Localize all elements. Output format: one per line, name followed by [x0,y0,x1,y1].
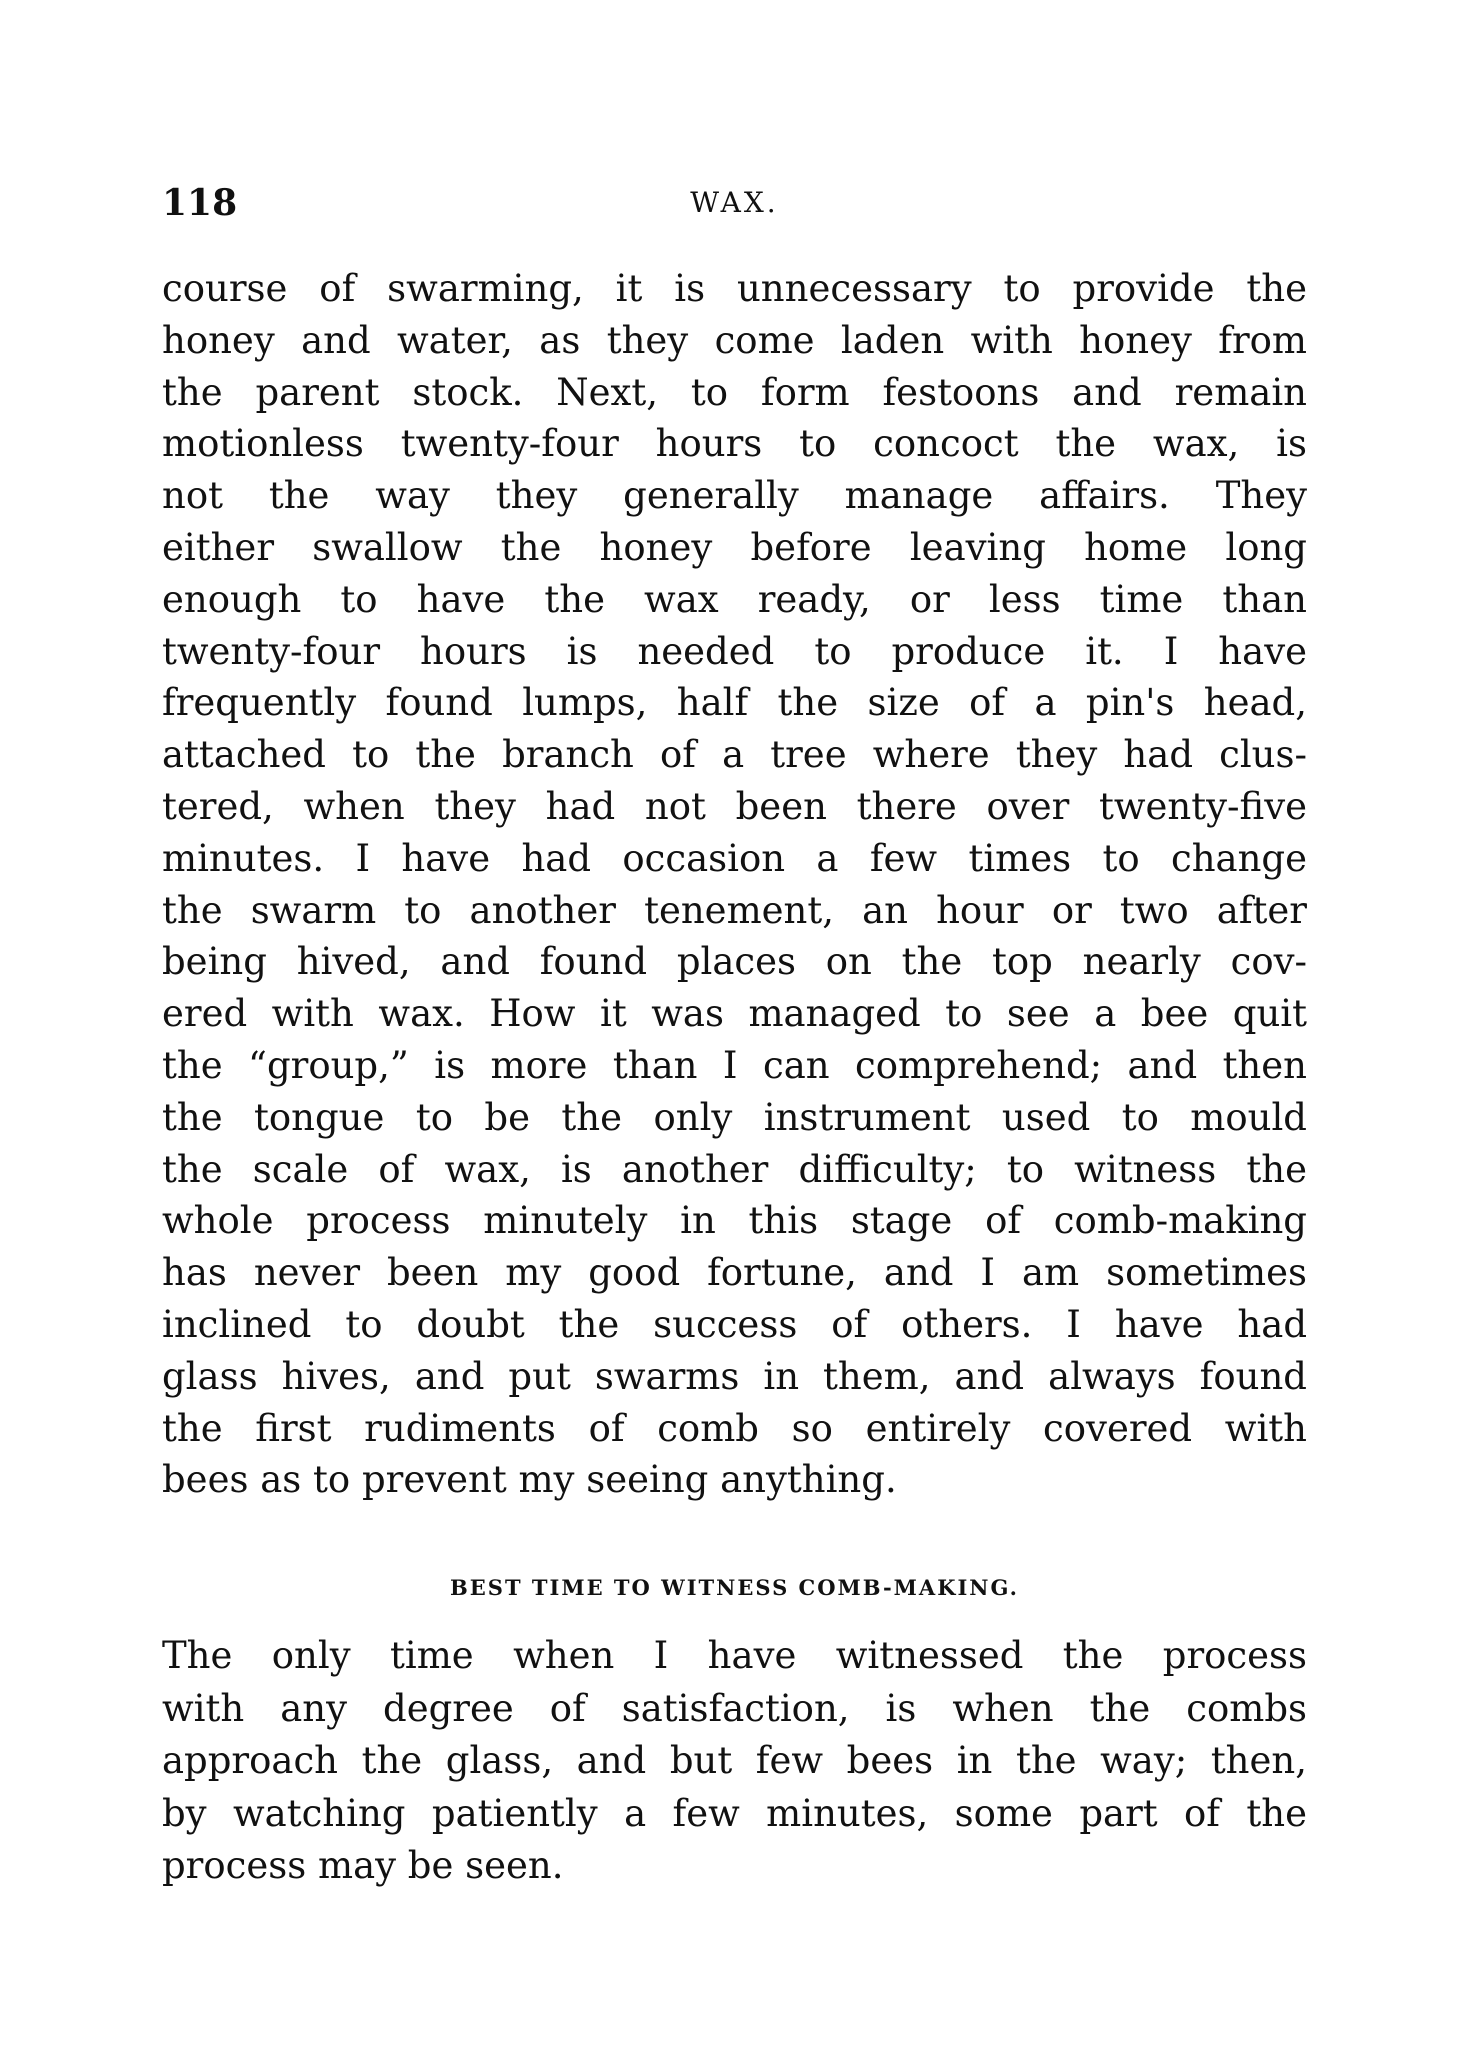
text-line: not the way they generally manage affairs. They [162,474,1307,518]
text-line: ered with wax. How it was managed to see a bee quit [162,992,1307,1036]
text-line: has never been my good fortune, and I am sometimes [162,1251,1307,1295]
text-line: by watching patiently a few minutes, some part of the [162,1791,1307,1835]
text-line: minutes. I have had occasion a few times to change [162,836,1307,880]
page-number: 118 [162,182,238,224]
text-line: the parent stock. Next, to form festoons and remain [162,370,1307,414]
text-line: honey and water, as they come laden with honey from [162,318,1307,362]
text-line: The only time when I have witnessed the process [162,1634,1307,1677]
page-header [162,182,1307,232]
text-line: glass hives, and put swarms in them, and always found [162,1354,1307,1398]
running-title: WAX. [690,186,779,219]
text-line: attached to the branch of a tree where they had clus- [162,733,1307,777]
text-line: process may be seen. [162,1844,564,1887]
text-line: the first rudiments of comb so entirely covered with [162,1406,1307,1450]
text-line: either swallow the honey before leaving home long [162,526,1307,569]
text-line: frequently found lumps, half the size of a pin's head, [162,681,1307,725]
text-line: inclined to doubt the success of others. I have had [162,1303,1307,1346]
text-line: the scale of wax, is another difficulty; to witness the [162,1147,1307,1191]
text-line: the swarm to another tenement, an hour or two after [162,888,1307,932]
text-line: approach the glass, and but few bees in the way; then, [162,1739,1307,1782]
text-line: course of swarming, it is unnecessary to provide the [162,267,1307,310]
text-line: motionless twenty-four hours to concoct the wax, is [162,422,1307,466]
text-line: twenty-four hours is needed to produce it. I have [162,629,1307,673]
text-line: being hived, and found places on the top nearly cov- [162,940,1307,984]
text-line: with any degree of satisfaction, is when the combs [162,1686,1307,1730]
section-heading: BEST TIME TO WITNESS COMB-MAKING. [450,1575,1019,1600]
text-line: bees as to prevent my seeing anything. [162,1458,897,1502]
text-line: the tongue to be the only instrument used to mould [162,1095,1307,1139]
text-line: enough to have the wax ready, or less time than [162,577,1307,621]
text-line: tered, when they had not been there over twenty-five [162,785,1307,828]
text-line: whole process minutely in this stage of comb-making [162,1199,1307,1243]
text-line: the “group,” is more than I can comprehend; and then [162,1044,1307,1087]
